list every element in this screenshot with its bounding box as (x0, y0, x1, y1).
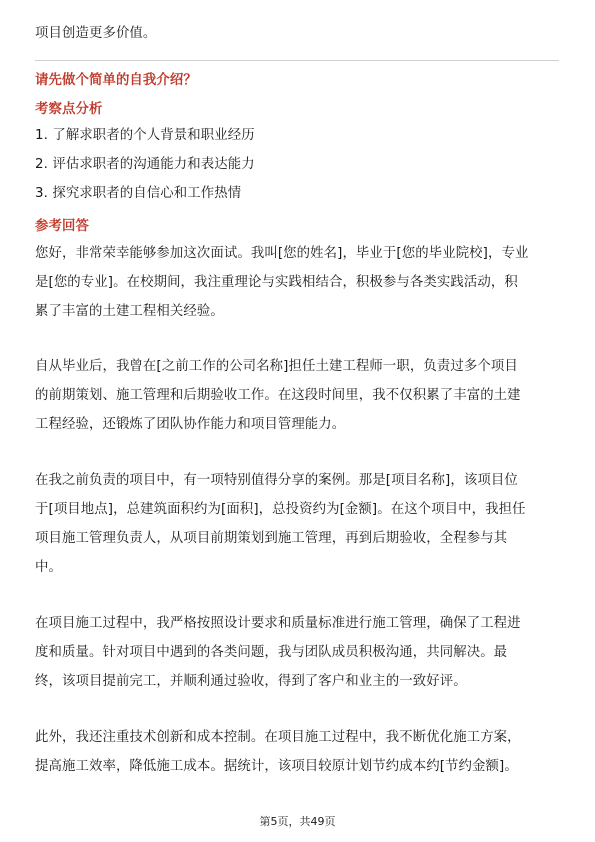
analysis-item: 3. 探究求职者的自信心和工作热情 (35, 186, 242, 201)
answer-line: 此外，我还注重技术创新和成本控制。在项目施工过程中，我不断优化施工方案， (35, 730, 521, 745)
analysis-heading: 考察点分析 (35, 102, 103, 117)
section-divider (35, 60, 559, 61)
analysis-item: 1. 了解求职者的个人背景和职业经历 (35, 128, 255, 143)
answer-line: 是[您的专业]。在校期间，我注重理论与实践相结合，积极参与各类实践活动，积 (35, 275, 518, 290)
answer-line: 度和质量。针对项目中遇到的各类问题，我与团队成员积极沟通，共同解决。最 (35, 645, 508, 660)
answer-line: 中。 (35, 560, 62, 575)
answer-line: 项目施工管理负责人，从项目前期策划到施工管理，再到后期验收，全程参与其 (35, 531, 508, 546)
answer-line: 在项目施工过程中，我严格按照设计要求和质量标准进行施工管理，确保了工程进 (35, 616, 521, 631)
answer-line: 的前期策划、施工管理和后期验收工作。在这段时间里，我不仅积累了丰富的土建 (35, 388, 521, 403)
answer-line: 工程经验，还锻炼了团队协作能力和项目管理能力。 (35, 417, 346, 432)
answer-line: 在我之前负责的项目中，有一项特别值得分享的案例。那是[项目名称]，该项目位 (35, 473, 518, 488)
answer-line: 提高施工效率，降低施工成本。据统计，该项目较原计划节约成本约[节约金额]。 (35, 759, 518, 774)
analysis-item: 2. 评估求职者的沟通能力和表达能力 (35, 157, 255, 172)
answer-heading: 参考回答 (35, 219, 89, 234)
answer-line: 累了丰富的土建工程相关经验。 (35, 304, 224, 319)
continuation-text: 项目创造更多价值。 (35, 26, 157, 41)
answer-line: 终，该项目提前完工，并顺利通过验收，得到了客户和业主的一致好评。 (35, 674, 467, 689)
answer-line: 自从毕业后，我曾在[之前工作的公司名称]担任土建工程师一职，负责过多个项目 (35, 359, 518, 374)
answer-line: 您好，非常荣幸能够参加这次面试。我叫[您的姓名]，毕业于[您的毕业院校]，专业 (35, 246, 529, 261)
answer-line: 于[项目地点]，总建筑面积约为[面积]，总投资约为[金额]。在这个项目中，我担任 (35, 502, 526, 517)
question-heading: 请先做个简单的自我介绍？ (35, 73, 197, 88)
page-footer: 第5页，共49页 (259, 815, 336, 828)
